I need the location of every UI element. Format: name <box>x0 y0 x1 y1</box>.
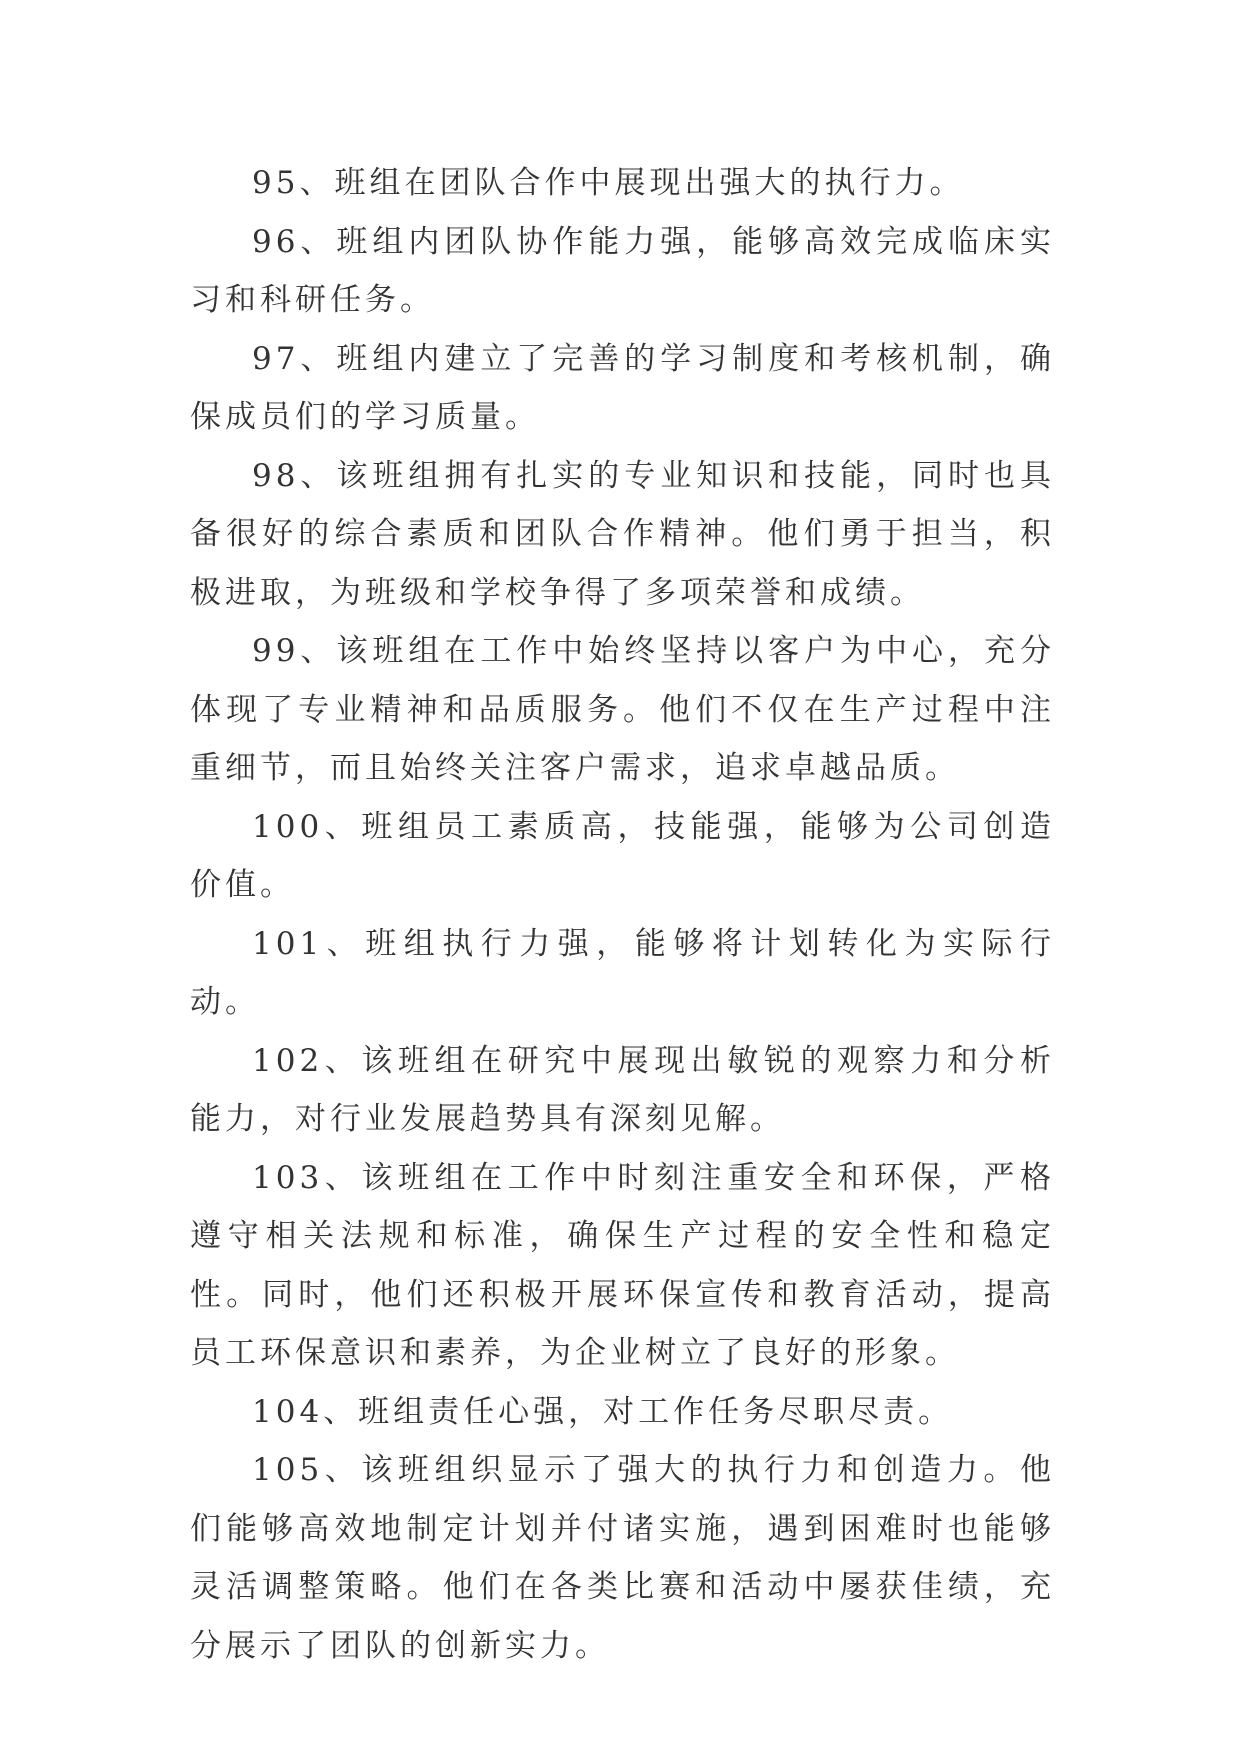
paragraph-105: 105、该班组织显示了强大的执行力和创造力。他们能够高效地制定计划并付诸实施，遇到困难时也能够灵活调整策略。他们在各类比赛和活动中屡获佳绩，充分展示了团队的创新实力。 <box>190 1452 1055 1664</box>
paragraph-97: 97、班组内建立了完善的学习制度和考核机制，确保成员们的学习质量。 <box>190 340 1055 435</box>
paragraph-95: 95、班组在团队合作中展现出强大的执行力。 <box>252 165 965 201</box>
paragraph-104: 104、班组责任心强，对工作任务尽职尽责。 <box>252 1393 954 1430</box>
document-body <box>190 154 1055 1675</box>
paragraph-99: 99、该班组在工作中始终坚持以客户为中心，充分体现了专业精神和品质服务。他们不仅在生产过程中注重细节，而且始终关注客户需求，追求卓越品质。 <box>190 633 1055 786</box>
paragraph-98: 98、该班组拥有扎实的专业知识和技能，同时也具备很好的综合素质和团队合作精神。他们勇于担当，积极进取，为班级和学校争得了多项荣誉和成绩。 <box>190 457 1055 611</box>
paragraph-96: 96、班组内团队协作能力强，能够高效完成临床实习和科研任务。 <box>190 223 1055 318</box>
paragraph-101: 101、班组执行力强，能够将计划转化为实际行动。 <box>190 925 1055 1020</box>
paragraph-102: 102、该班组在研究中展现出敏锐的观察力和分析能力，对行业发展趋势具有深刻见解。 <box>190 1042 1055 1137</box>
paragraph-103: 103、该班组在工作中时刻注重安全和环保，严格遵守相关法规和标准，确保生产过程的安全性和稳定性。同时，他们还积极开展环保宣传和教育活动，提高员工环保意识和素养，为企业树立了良好的形象。 <box>190 1159 1055 1371</box>
paragraph-100: 100、班组员工素质高，技能强，能够为公司创造价值。 <box>190 808 1055 903</box>
